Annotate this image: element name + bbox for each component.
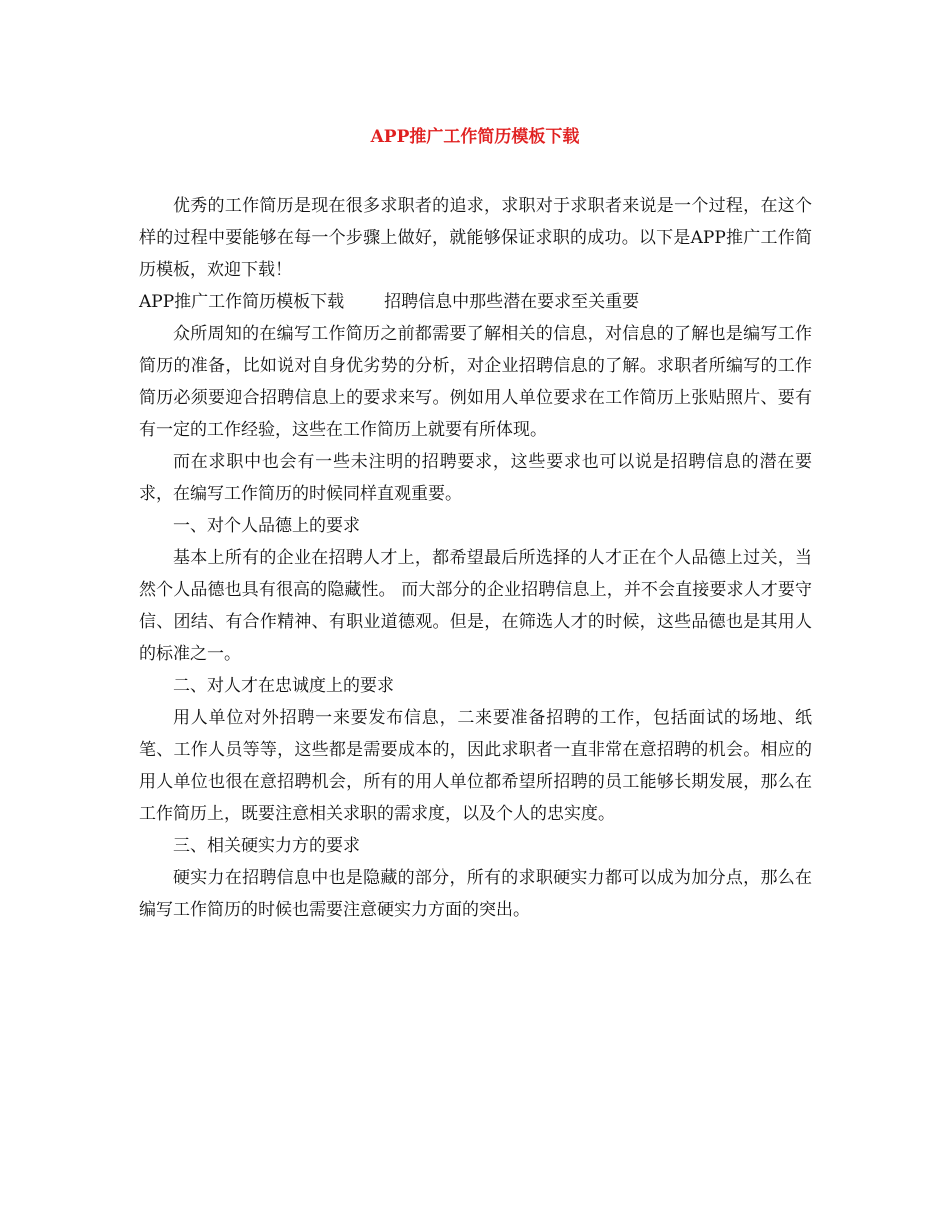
paragraph-2: 而在求职中也会有一些未注明的招聘要求，这些要求也可以说是招聘信息的潜在要求，在编写工作简历的时候同样直观重要。 [139,452,812,504]
paragraph-5: 硬实力在招聘信息中也是隐藏的部分，所有的求职硬实力都可以成为加分点，那么在编写工作简历的时候也需要注意硬实力方面的突出。 [139,868,812,920]
document-body [139,190,812,926]
paragraph-3: 基本上所有的企业在招聘人才上，都希望最后所选择的人才正在个人品德上过关，当然个人品德也具有很高的隐藏性。 而大部分的企业招聘信息上，并不会直接要求人才要守信、团结、有合作精神、有职业道德观。但是，在筛选人才的时候，这些品德也是其用人的标准之一。 [139,548,812,664]
subtitle-right: 招聘信息中那些潜在要求至关重要 [384,292,640,312]
paragraph-4: 用人单位对外招聘一来要发布信息，二来要准备招聘的工作，包括面试的场地、纸笔、工作人员等等，这些都是需要成本的，因此求职者一直非常在意招聘的机会。相应的用人单位也很在意招聘机会，所有的用人单位都希望所招聘的员工能够长期发展，那么在工作简历上，既要注意相关求职的需求度，以及个人的忠实度。 [139,708,812,824]
intro-paragraph: 优秀的工作简历是现在很多求职者的追求，求职对于求职者来说是一个过程，在这个样的过程中要能够在每一个步骤上做好，就能够保证求职的成功。以下是APP推广工作简历模板，欢迎下载！ [139,196,812,280]
subtitle-line [139,286,812,318]
section-heading-1: 一、对个人品德上的要求 [173,516,360,536]
section-heading-2: 二、对人才在忠诚度上的要求 [173,676,394,696]
paragraph-1: 众所周知的在编写工作简历之前都需要了解相关的信息，对信息的了解也是编写工作简历的准备，比如说对自身优劣势的分析，对企业招聘信息的了解。求职者所编写的工作简历必须要迎合招聘信息上的要求来写。例如用人单位要求在工作简历上张贴照片、要有有一定的工作经验，这些在工作简历上就要有所体现。 [139,324,812,440]
subtitle-left: APP推广工作简历模板下载 [139,292,345,312]
section-heading-3: 三、相关硬实力方的要求 [173,836,360,856]
document-title: APP推广工作简历模板下载 [370,127,580,147]
